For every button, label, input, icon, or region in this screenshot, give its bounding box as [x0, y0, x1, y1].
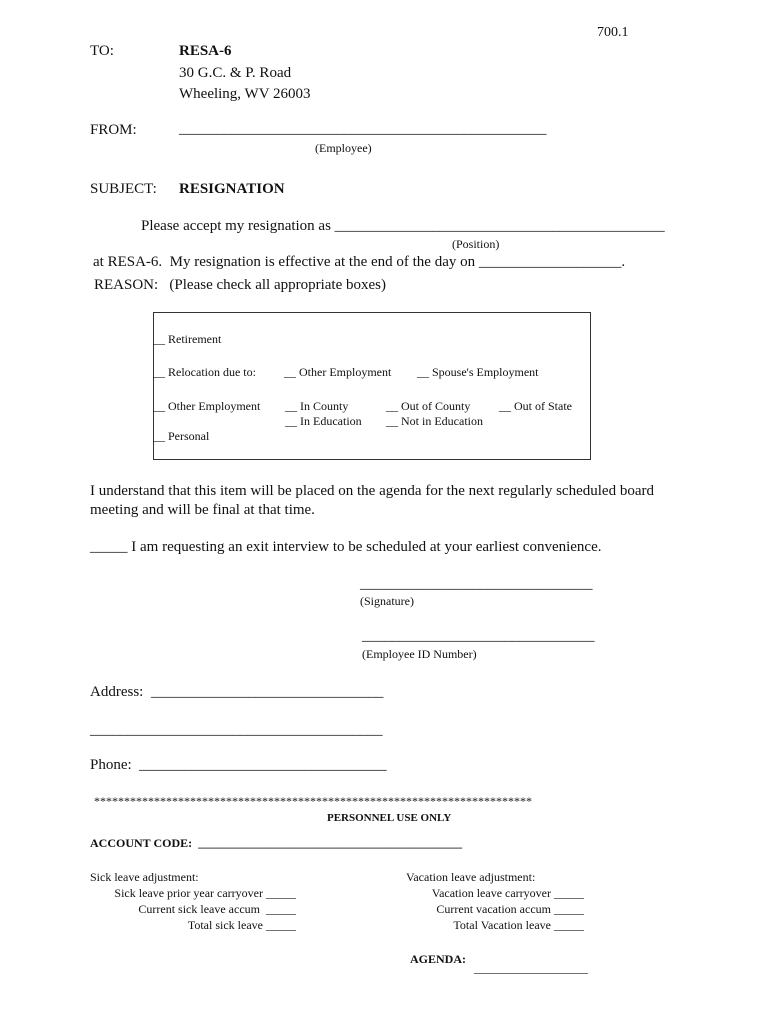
personnel-use-only-title: PERSONNEL USE ONLY: [327, 812, 452, 824]
effective-date-text: at RESA-6. My resignation is effective at the end of the day on ___________________.: [93, 254, 626, 270]
reason-in-county[interactable]: __ In County: [285, 399, 349, 413]
notice-line1: I understand that this item will be placed on the agenda for the next regularly scheduled board: [90, 483, 654, 499]
employee-id-caption: (Employee ID Number): [362, 647, 477, 661]
agenda-label: AGENDA:: [410, 952, 466, 966]
reason-relocation[interactable]: __ Relocation due to:: [153, 365, 256, 379]
signature-field[interactable]: _______________________________: [360, 576, 593, 592]
exit-interview-request[interactable]: _____ I am requesting an exit interview to be scheduled at your earliest convenience.: [90, 539, 602, 555]
reason-retirement[interactable]: __ Retirement: [153, 332, 222, 346]
vacation-leave-total-field[interactable]: Total Vacation leave _____: [453, 918, 584, 932]
to-address-line2: Wheeling, WV 26003: [179, 86, 311, 102]
reason-other-employment[interactable]: __ Other Employment: [153, 399, 261, 413]
vacation-leave-current-field[interactable]: Current vacation accum _____: [436, 902, 584, 916]
doc-number: 700.1: [597, 25, 629, 40]
employee-caption: (Employee): [315, 141, 372, 155]
to-label: TO:: [90, 43, 114, 59]
reason-relocation-other-employment[interactable]: __ Other Employment: [284, 365, 392, 379]
accept-resignation-text: Please accept my resignation as ____________________________________________: [141, 218, 665, 234]
reason-relocation-spouse-employment[interactable]: __ Spouse's Employment: [417, 365, 539, 379]
to-address-line1: 30 G.C. & P. Road: [179, 65, 292, 81]
reason-not-in-education[interactable]: __ Not in Education: [386, 414, 483, 428]
sick-leave-total-field[interactable]: Total sick leave _____: [187, 918, 296, 932]
position-caption: (Position): [452, 237, 500, 251]
reason-out-of-county[interactable]: __ Out of County: [386, 399, 471, 413]
subject-value: RESIGNATION: [179, 181, 285, 197]
vacation-leave-title: Vacation leave adjustment:: [406, 870, 536, 884]
vacation-leave-carryover-field[interactable]: Vacation leave carryover _____: [431, 886, 584, 900]
subject-label: SUBJECT:: [90, 181, 157, 197]
agenda-field[interactable]: ___________________: [474, 961, 588, 975]
notice-line2: meeting and will be final at that time.: [90, 502, 315, 518]
from-label: FROM:: [90, 122, 137, 138]
account-code-field[interactable]: ACCOUNT CODE: ____________________________________________: [90, 836, 463, 850]
reason-text: REASON: (Please check all appropriate boxes): [94, 277, 386, 293]
address-field[interactable]: Address: _______________________________: [90, 684, 384, 700]
phone-field[interactable]: Phone: _________________________________: [90, 757, 387, 773]
signature-caption: (Signature): [360, 594, 414, 608]
reason-personal[interactable]: __ Personal: [153, 429, 210, 443]
to-name: RESA-6: [179, 43, 232, 59]
from-employee-field[interactable]: _________________________________________________: [179, 121, 547, 137]
sick-leave-carryover-field[interactable]: Sick leave prior year carryover _____: [114, 886, 296, 900]
address-line2-field[interactable]: _______________________________________: [90, 722, 383, 738]
reason-out-of-state[interactable]: __ Out of State: [499, 399, 572, 413]
sick-leave-title: Sick leave adjustment:: [90, 870, 199, 884]
employee-id-field[interactable]: _______________________________: [362, 628, 595, 644]
sick-leave-current-field[interactable]: Current sick leave accum _____: [138, 902, 296, 916]
divider-stars: *************************************************************************: [94, 794, 532, 808]
reason-in-education[interactable]: __ In Education: [285, 414, 362, 428]
